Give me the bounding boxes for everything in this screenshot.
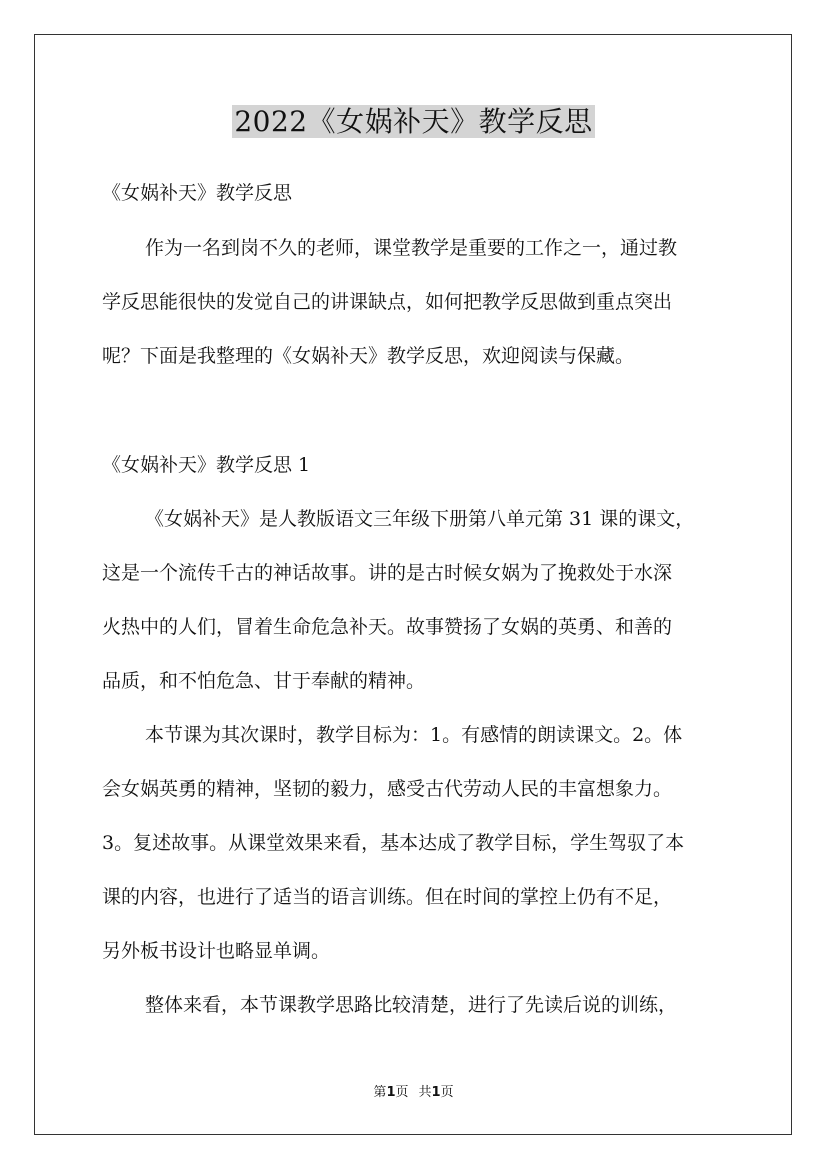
document-subtitle: 《女娲补天》教学反思 bbox=[102, 182, 293, 204]
page-label-suffix: 页 bbox=[395, 1085, 409, 1100]
para1-line-2: 这是一个流传千古的神话故事。讲的是古时候女娲为了挽救处于水深 bbox=[102, 562, 673, 584]
page-footer bbox=[0, 1084, 827, 1102]
document-title-text: 2022《女娲补天》教学反思 bbox=[234, 105, 593, 138]
total-prefix: 共 bbox=[418, 1085, 432, 1100]
intro-line-1: 作为一名到岗不久的老师，课堂教学是重要的工作之一，通过教 bbox=[145, 237, 678, 259]
page-number: 1 bbox=[386, 1085, 396, 1100]
intro-line-2: 学反思能很快的发觉自己的讲课缺点，如何把教学反思做到重点突出 bbox=[102, 291, 673, 313]
para1-line-3: 火热中的人们，冒着生命危急补天。故事赞扬了女娲的英勇、和善的 bbox=[102, 616, 673, 638]
para1-line-1: 《女娲补天》是人教版语文三年级下册第八单元第 31 课的课文， bbox=[145, 508, 695, 530]
document-title bbox=[0, 102, 827, 142]
para2-line-5: 另外板书设计也略显单调。 bbox=[102, 940, 331, 962]
para3-line-1: 整体来看，本节课教学思路比较清楚，进行了先读后说的训练， bbox=[145, 994, 678, 1016]
total-suffix: 页 bbox=[440, 1085, 454, 1100]
total-pages: 1 bbox=[431, 1085, 441, 1100]
section-heading: 《女娲补天》教学反思 1 bbox=[102, 454, 311, 476]
para2-line-4: 课的内容，也进行了适当的语言训练。但在时间的掌控上仍有不足， bbox=[102, 886, 673, 908]
para2-line-2: 会女娲英勇的精神，坚韧的毅力，感受古代劳动人民的丰富想象力。 bbox=[102, 778, 673, 800]
page-label-prefix: 第 bbox=[373, 1085, 387, 1100]
para2-line-1: 本节课为其次课时，教学目标为：1。有感情的朗读课文。2。体 bbox=[145, 724, 683, 746]
para2-line-3: 3。复述故事。从课堂效果来看，基本达成了教学目标，学生驾驭了本 bbox=[102, 832, 685, 854]
para1-line-4: 品质，和不怕危急、甘于奉献的精神。 bbox=[102, 670, 426, 692]
intro-line-3: 呢？下面是我整理的《女娲补天》教学反思，欢迎阅读与保藏。 bbox=[102, 345, 635, 367]
